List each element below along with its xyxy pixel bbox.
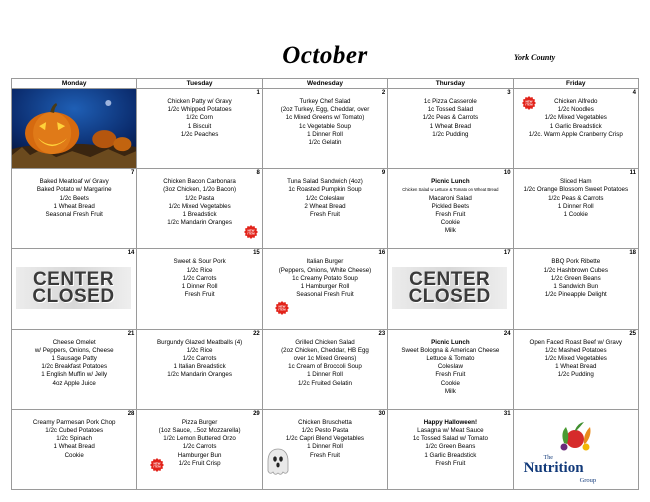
day-cell [12, 329, 137, 409]
day-cell [262, 89, 387, 169]
menu-items [388, 89, 512, 139]
week-row [12, 329, 639, 409]
menu-item: 1 Dinner Roll [307, 130, 343, 138]
day-cell [388, 249, 513, 329]
day-number: 8 [256, 170, 260, 177]
menu-item: (2oz Chicken, Cheddar, HB Egg [281, 346, 369, 354]
menu-items [388, 330, 512, 396]
day-number: 1 [256, 90, 260, 96]
menu-item: 1 Hamburger Roll [300, 282, 350, 290]
menu-item: 1/2c Spinach [56, 435, 93, 443]
menu-item: Milk [444, 387, 456, 395]
menu-item: Cookie [440, 379, 460, 387]
center-closed-text: CLOSED [32, 286, 115, 308]
nutrition-group-logo [520, 417, 630, 485]
menu-item: Picnic Lunch [431, 338, 470, 346]
svg-text:NEW: NEW [153, 461, 161, 466]
menu-items [137, 249, 261, 299]
menu-item: Open Faced Roast Beef w/ Gravy [529, 338, 623, 346]
menu-item: Chicken Patty w/ Gravy [167, 98, 232, 105]
svg-text:NEW: NEW [525, 99, 533, 104]
menu-item: BBQ Pork Ribette [551, 258, 601, 266]
menu-item: Fresh Fruit [310, 211, 340, 218]
menu-item: 1 Garlic Breadstick [424, 451, 477, 459]
day-cell [388, 409, 513, 489]
svg-text:NEW: NEW [247, 228, 255, 233]
menu-items [12, 169, 136, 219]
menu-item: Coleslaw [437, 363, 463, 371]
menu-item: 1/2c Breakfast Potatoes [41, 363, 108, 371]
day-cell [137, 329, 262, 409]
menu-item: 1 Wheat Bread [555, 363, 597, 371]
new-item-badge [244, 225, 258, 239]
menu-item: 1c Tossed Salad w/ Tomato [412, 435, 488, 443]
menu-item: over 1c Mixed Greens) [293, 354, 357, 362]
menu-item: 1/2c Pesto Pasta [301, 426, 349, 434]
weekday-monday: Monday [12, 79, 137, 89]
day-cell [388, 169, 513, 249]
day-cell [137, 169, 262, 249]
day-cell [137, 409, 262, 489]
menu-item: 1 Wheat Bread [53, 202, 95, 210]
menu-item: 1/2c Carrots [182, 443, 217, 451]
weekday-tuesday: Tuesday [137, 79, 262, 89]
menu-item: (Peppers, Onions, White Cheese) [278, 266, 372, 274]
menu-item: Lasagna w/ Meat Sauce [417, 426, 484, 434]
day-number: 2 [381, 90, 386, 96]
menu-items [388, 169, 512, 235]
svg-text:NEW: NEW [278, 304, 286, 309]
menu-item: 1c Vegetable Soup [299, 122, 351, 130]
menu-item: 1 Biscuit [187, 122, 212, 130]
weekday-wednesday: Wednesday [262, 79, 387, 89]
menu-item: 1/2c Green Beans [550, 274, 601, 282]
day-number: 23 [378, 330, 386, 337]
menu-item: Baked Meatloaf w/ Gravy [39, 178, 109, 186]
menu-item: 1/2c Mixed Vegetables [544, 114, 607, 122]
menu-item: 1 Wheat Bread [429, 122, 471, 130]
menu-item: Picnic Lunch [431, 178, 470, 186]
day-number: 3 [507, 90, 511, 96]
day-cell [262, 249, 387, 329]
menu-item: Fresh Fruit [310, 451, 340, 459]
menu-items [263, 330, 387, 388]
menu-item: 1/2c Beets [59, 194, 89, 202]
menu-item: 1/2c Pasta [184, 194, 215, 202]
menu-items [514, 330, 638, 380]
day-cell [12, 249, 137, 329]
menu-item: 1/2c Hashbrown Cubes [543, 266, 608, 274]
menu-item: Hamburger Bun [177, 451, 222, 459]
menu-item: 1/2c Carrots [182, 274, 217, 282]
menu-item: 1/2c Pudding [432, 130, 469, 138]
day-number: 9 [381, 170, 386, 177]
menu-item: Chicken Alfredo [554, 98, 598, 105]
menu-item: 1 Italian Breadstick [173, 363, 226, 371]
page-title: October [282, 42, 368, 69]
menu-item: Sliced Ham [559, 178, 592, 186]
menu-item: Chicken Salad w Lettuce & Tomato on Wheat Bread [402, 187, 499, 193]
day-number: 22 [253, 330, 260, 337]
menu-item: 1 Sausage Patty [51, 354, 97, 362]
svg-text:ITEM: ITEM [153, 464, 161, 469]
week-row [12, 249, 639, 329]
menu-item: 1/2c Lemon Buttered Orzo [163, 435, 236, 443]
menu-item: Turkey Chef Salad [299, 98, 351, 105]
day-cell [513, 89, 638, 169]
day-number: 7 [131, 170, 135, 177]
menu-item: 1/2c Peas & Carrots [548, 194, 604, 202]
day-cell [137, 89, 262, 169]
menu-item: 2 Wheat Bread [304, 202, 346, 210]
menu-item: Burgundy Glazed Meatballs (4) [156, 338, 243, 346]
menu-items [12, 330, 136, 388]
menu-item: 1/2c Orange Blossom Sweet Potatoes [523, 186, 629, 194]
week-row [12, 409, 639, 489]
weekday-header-row [12, 79, 639, 89]
new-item-badge [275, 301, 289, 315]
menu-item: 1c Cream of Broccoli Soup [288, 363, 362, 371]
menu-item: 1/2c Mixed Vegetables [168, 202, 231, 210]
day-number: 10 [503, 170, 511, 177]
menu-item: 1/2c Gelatin [308, 139, 342, 147]
day-cell [262, 409, 387, 489]
day-cell [137, 249, 262, 329]
menu-items [137, 89, 261, 139]
menu-item: 1 Breadstick [182, 211, 217, 218]
menu-item: Macaroni Salad [428, 194, 472, 202]
day-cell [513, 329, 638, 409]
menu-items [12, 410, 136, 460]
menu-item: 1/2c Noodles [557, 106, 594, 114]
menu-item: (1oz Sauce, ..5oz Mozzarella) [158, 426, 241, 434]
week-row [12, 89, 639, 169]
menu-item: Milk [444, 227, 456, 235]
menu-item: 4oz Apple Juice [52, 379, 96, 387]
ghost-icon [265, 447, 291, 482]
menu-items [514, 169, 638, 219]
day-number: 31 [503, 410, 511, 417]
menu-item: 1/2c Rice [186, 346, 213, 354]
weekday-friday: Friday [513, 79, 638, 89]
menu-item: Cheese Omelet [52, 338, 96, 346]
menu-item: 1/2c Mandarin Oranges [167, 371, 232, 379]
logo-the: The [543, 454, 553, 461]
center-closed-text: CLOSED [408, 286, 491, 308]
menu-item: Seasonal Fresh Fruit [296, 291, 354, 299]
menu-item: Seasonal Fresh Fruit [45, 211, 103, 218]
menu-item: 1/2c Mashed Potatoes [544, 346, 607, 354]
menu-item: 1/2c Pineapple Delight [544, 291, 607, 299]
menu-item: 1/2c Coleslaw [305, 194, 345, 202]
county-label: York County [514, 53, 556, 62]
menu-item: Chicken Bacon Carbonara [163, 178, 236, 186]
day-cell [262, 169, 387, 249]
menu-item: 1/2c Carrots [182, 354, 217, 362]
menu-item: Creamy Parmesan Pork Chop [32, 418, 116, 426]
menu-item: 1 Dinner Roll [181, 282, 218, 290]
menu-item: 1/2c Fruit Crisp [178, 459, 221, 467]
menu-item: Fresh Fruit [435, 211, 466, 218]
menu-item: Lettuce & Tomato [426, 354, 475, 362]
menu-item: 1/2c Whipped Potatoes [167, 106, 232, 114]
menu-item: (3oz Chicken, 1/2o Bacon) [163, 186, 237, 194]
menu-item: 1/2c Peaches [180, 130, 219, 138]
day-cell [513, 249, 638, 329]
menu-item: 1/2c Pudding [557, 371, 594, 379]
menu-item: Happy Halloween! [423, 418, 478, 426]
menu-item: Sweet Bologna & American Cheese [401, 346, 500, 354]
menu-items [137, 169, 261, 227]
weekday-thursday: Thursday [388, 79, 513, 89]
logo-group: Group [579, 476, 597, 484]
center-closed-text: CENTER [32, 269, 115, 291]
menu-item: w/ Peppers, Onions, Cheese [34, 346, 114, 354]
day-cell [262, 329, 387, 409]
center-closed-sign [16, 267, 131, 309]
menu-item: 1/2c Cubed Potatoes [45, 426, 104, 434]
svg-text:ITEM: ITEM [247, 231, 255, 236]
menu-item: 1/2c Fruited Gelatin [297, 379, 352, 387]
menu-item: Grilled Chicken Salad [295, 338, 355, 346]
day-number: 24 [503, 330, 511, 337]
day-number: 16 [378, 250, 386, 257]
menu-item: Cookie [64, 451, 84, 459]
menu-calendar [11, 78, 639, 490]
menu-item: Fresh Fruit [435, 459, 466, 467]
menu-item: Fresh Fruit [435, 371, 466, 379]
menu-item: 1 Cookie [563, 211, 588, 218]
menu-item: Pizza Burger [181, 418, 218, 426]
day-number: 18 [629, 250, 636, 257]
menu-item: Tuna Salad Sandwich (4oz) [287, 178, 363, 186]
menu-item: 1/2c Green Beans [425, 443, 476, 451]
day-number: 30 [378, 410, 386, 417]
day-cell [513, 169, 638, 249]
day-cell [388, 89, 513, 169]
menu-item: 1/2c Mixed Vegetables [544, 354, 607, 362]
day-cell [12, 89, 137, 169]
menu-item: Sweet & Sour Pork [173, 258, 226, 266]
day-number: 28 [127, 410, 135, 417]
menu-item: Italian Burger [306, 258, 344, 266]
menu-item: 1c Roasted Pumpkin Soup [288, 186, 362, 194]
menu-item: 1c Pizza Casserole [423, 98, 477, 105]
day-cell [513, 409, 638, 489]
menu-items [263, 249, 387, 299]
center-closed-text: CENTER [409, 269, 491, 291]
center-closed-sign [392, 267, 507, 309]
menu-item: 1/2c Rice [186, 266, 213, 274]
day-number: 14 [127, 250, 135, 257]
menu-item: Chicken Bruschetta [298, 418, 352, 426]
menu-items [388, 410, 512, 468]
menu-item: 1/2c Corn [186, 114, 213, 122]
menu-item: 1c Creamy Potato Soup [292, 274, 358, 282]
menu-item: Cookie [440, 219, 460, 227]
svg-text:ITEM: ITEM [524, 102, 533, 107]
new-item-badge [150, 458, 164, 472]
menu-item: 1/2c. Warm Apple Cranberry Crisp [528, 130, 623, 138]
day-cell [388, 329, 513, 409]
menu-item: 1 Sandwich Bun [553, 282, 599, 290]
menu-item: 1 Dinner Roll [307, 443, 343, 451]
day-cell [12, 169, 137, 249]
menu-item: 1 English Muffin w/ Jelly [41, 371, 108, 379]
menu-item: (2oz Turkey, Egg, Cheddar, over [280, 106, 370, 114]
day-number: 11 [629, 170, 636, 177]
menu-item: Baked Potato w/ Margarine [36, 186, 112, 194]
day-number: 29 [253, 410, 260, 417]
menu-items [137, 330, 261, 380]
menu-items [263, 89, 387, 147]
day-number: 17 [503, 250, 511, 257]
week-row [12, 169, 639, 249]
day-cell [12, 409, 137, 489]
menu-item: Pickled Beets [431, 202, 470, 210]
menu-item: 1/2c Capri Blend Vegetables [285, 435, 365, 443]
menu-items [514, 249, 638, 299]
logo-name: Nutrition [523, 459, 584, 476]
day-number: 21 [127, 330, 135, 337]
svg-text:ITEM: ITEM [278, 307, 286, 312]
menu-item: 1c Mixed Greens w/ Tomato) [285, 114, 365, 122]
day-number: 4 [632, 90, 636, 96]
day-number: 15 [253, 250, 260, 257]
menu-item: 1 Dinner Roll [557, 202, 594, 210]
menu-item: 1 Wheat Bread [53, 443, 95, 451]
menu-item: 1 Dinner Roll [307, 371, 343, 379]
menu-item: 1c Tossed Salad [427, 106, 474, 114]
day-number: 25 [629, 330, 636, 337]
menu-item: 1/2c Peas & Carrots [422, 114, 479, 122]
menu-item: 1/2c Mandarin Oranges [167, 219, 232, 227]
menu-items [263, 169, 387, 219]
menu-item: Fresh Fruit [184, 291, 215, 299]
menu-item: 1 Garlic Breadstick [549, 122, 602, 130]
new-item-badge [522, 96, 536, 110]
pumpkin-photo [12, 89, 136, 168]
